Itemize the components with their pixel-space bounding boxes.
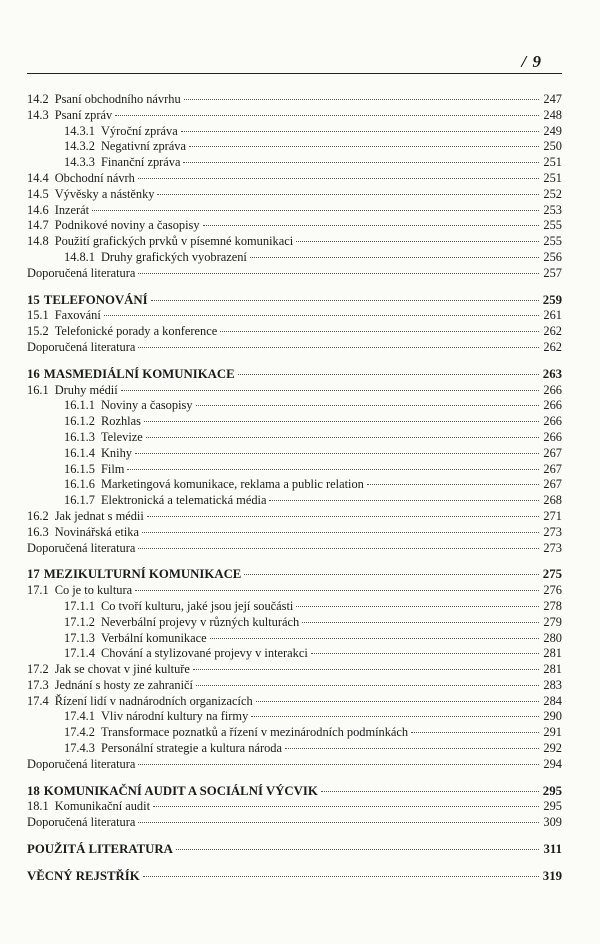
toc-entry-page: 266 (543, 429, 562, 444)
toc-entry-page: 279 (543, 614, 562, 629)
toc-entry-page: 263 (542, 366, 562, 381)
toc-entry-number: 14.2 (27, 92, 49, 106)
dot-leader (147, 516, 539, 517)
dot-leader (244, 574, 539, 575)
toc-entry-page: 309 (543, 815, 562, 830)
dot-leader (302, 622, 539, 623)
toc-entry-number: 17.4 (27, 693, 49, 708)
dot-leader (367, 484, 539, 485)
toc-entry (27, 509, 562, 525)
dot-leader (181, 131, 539, 132)
toc-entry (27, 155, 562, 171)
toc-entry-page: 283 (543, 677, 562, 692)
toc-entry-title: Rozhlas (100, 414, 141, 429)
toc-entry (27, 324, 562, 340)
dot-leader (296, 241, 539, 242)
toc-entry-page: 311 (543, 842, 562, 857)
dot-leader (193, 669, 539, 670)
toc-entry-page: 266 (543, 414, 562, 429)
toc-entry (27, 646, 562, 662)
toc-entry-title: Psaní obchodního návrhu (54, 92, 181, 106)
dot-leader (138, 273, 539, 274)
toc-entry-page: 252 (543, 186, 562, 201)
toc-entry-number: 16.1.6 (64, 477, 95, 492)
toc-entry (27, 414, 562, 430)
dot-leader (157, 194, 539, 195)
toc-entry-number: 16.1 (27, 382, 49, 397)
dot-leader (251, 716, 539, 717)
toc-entry-number: 14.3.3 (64, 155, 95, 170)
dot-leader (189, 146, 539, 147)
toc-entry (27, 218, 562, 234)
toc-entry-number: 17.1.4 (64, 646, 95, 661)
toc-entry-number: 17.1.3 (64, 630, 95, 645)
toc-entry-page: 262 (543, 324, 562, 339)
toc-entry-page: 259 (542, 292, 562, 307)
toc-entry-page: 248 (543, 107, 562, 122)
toc-entry-title: Negativní zpráva (100, 139, 186, 154)
dot-leader (138, 764, 539, 765)
toc-entry-number: 14.6 (27, 202, 49, 217)
toc-entry-title: MASMEDIÁLNÍ KOMUNIKACE (43, 366, 235, 381)
toc-entry-number: 14.3.1 (64, 123, 95, 138)
dot-leader (184, 99, 539, 100)
toc-entry-page: 267 (543, 445, 562, 460)
toc-entry (27, 631, 562, 647)
toc-entry-title: TELEFONOVÁNÍ (43, 292, 148, 307)
toc-entry-title: Řízení lidí v nadnárodních organizacích (54, 693, 253, 708)
toc-entry-page: 276 (543, 583, 562, 598)
toc-chapter-entry (27, 784, 562, 800)
toc-literature-entry (27, 815, 562, 831)
dot-leader (151, 300, 539, 301)
toc-entry-title: VĚCNÝ REJSTŘÍK (27, 868, 140, 883)
toc-literature-entry (27, 340, 562, 356)
toc-entry (27, 493, 562, 509)
toc-entry-page: 255 (543, 218, 562, 233)
toc-entry-page: 278 (543, 598, 562, 613)
toc-entry-page: 261 (543, 308, 562, 323)
toc-entry-title: Vývěsky a nástěnky (54, 186, 155, 201)
toc-entry-title: Personální strategie a kultura národa (100, 741, 282, 756)
toc-entry-title: Co je to kultura (54, 583, 133, 598)
toc-chapter-entry (27, 367, 562, 383)
toc-entry-page: 294 (543, 756, 562, 771)
toc-entry-number: 16 (27, 366, 40, 381)
dot-leader (296, 606, 539, 607)
dot-leader (138, 548, 539, 549)
toc-chapter-entry (27, 293, 562, 309)
toc-entry (27, 108, 562, 124)
toc-entry (27, 92, 562, 108)
toc-entry-page: 262 (543, 339, 562, 354)
toc-entry-page: 251 (543, 155, 562, 170)
toc-entry-title: Faxování (54, 308, 101, 323)
toc-entry-page: 257 (543, 265, 562, 280)
toc-entry-page: 268 (543, 493, 562, 508)
toc-entry-page: 295 (542, 783, 562, 798)
toc-entry-page: 275 (542, 567, 562, 582)
toc-entry (27, 462, 562, 478)
toc-entry-title: Doporučená literatura (27, 540, 136, 555)
toc-entry-number: 14.3 (27, 107, 49, 122)
toc-entry-title: Co tvoří kulturu, jaké jsou její součásti (100, 598, 294, 613)
toc-entry-title: Vliv národní kultury na firmy (100, 709, 249, 724)
toc-entry-page: 273 (543, 540, 562, 555)
toc-top-entry (27, 842, 562, 858)
toc-entry-page: 319 (542, 868, 562, 883)
toc-entry-page: 295 (543, 799, 562, 814)
toc-entry-title: MEZIKULTURNÍ KOMUNIKACE (43, 567, 242, 582)
toc-entry-number: 14.8.1 (64, 249, 95, 264)
toc-entry-title: Jednání s hosty ze zahraničí (54, 677, 193, 692)
toc-entry-page: 281 (543, 662, 562, 677)
toc-entry (27, 398, 562, 414)
toc-chapter-entry (27, 567, 562, 583)
table-of-contents (27, 92, 562, 885)
toc-entry-page: 280 (543, 630, 562, 645)
dot-leader (285, 748, 539, 749)
toc-top-entry (27, 869, 562, 885)
toc-entry (27, 250, 562, 266)
toc-entry-page: 281 (543, 646, 562, 661)
toc-entry (27, 203, 562, 219)
toc-literature-entry (27, 266, 562, 282)
toc-entry-page: 255 (543, 234, 562, 249)
toc-entry-number: 17.4.3 (64, 741, 95, 756)
dot-leader (203, 225, 539, 226)
dot-leader (92, 210, 539, 211)
toc-entry-title: POUŽITÁ LITERATURA (27, 842, 173, 857)
toc-entry-page: 291 (543, 725, 562, 740)
toc-entry-title: Verbální komunikace (100, 630, 207, 645)
toc-entry-title: Psaní zpráv (54, 107, 113, 122)
toc-entry (27, 741, 562, 757)
toc-entry-title: Doporučená literatura (27, 265, 136, 280)
toc-entry-number: 14.4 (27, 170, 49, 185)
dot-leader (220, 331, 539, 332)
toc-entry (27, 583, 562, 599)
toc-entry-number: 16.3 (27, 524, 49, 539)
toc-entry-number: 18 (27, 783, 40, 798)
toc-entry-page: 249 (543, 123, 562, 138)
toc-entry-number: 16.1.3 (64, 429, 95, 444)
toc-entry (27, 678, 562, 694)
toc-entry (27, 308, 562, 324)
dot-leader (183, 162, 539, 163)
toc-entry-title: Jak se chovat v jiné kultuře (54, 662, 190, 677)
toc-entry-page: 284 (543, 693, 562, 708)
dot-leader (153, 806, 539, 807)
dot-leader (256, 701, 539, 702)
toc-entry (27, 725, 562, 741)
dot-leader (138, 178, 539, 179)
toc-entry-title: Inzerát (54, 202, 90, 217)
toc-entry-number: 16.1.4 (64, 445, 95, 460)
toc-entry-number: 17.1.1 (64, 598, 95, 613)
dot-leader (146, 437, 539, 438)
toc-entry-title: Použití grafických prvků v písemné komunikaci (54, 234, 294, 249)
toc-entry-number: 16.1.5 (64, 461, 95, 476)
toc-entry (27, 615, 562, 631)
toc-entry-title: Druhy grafických vyobrazení (100, 249, 247, 264)
toc-entry-number: 14.5 (27, 186, 49, 201)
dot-leader (138, 347, 539, 348)
toc-entry-title: Noviny a časopisy (100, 398, 193, 413)
dot-leader (321, 791, 539, 792)
toc-entry-title: Finanční zpráva (100, 155, 181, 170)
toc-entry-number: 18.1 (27, 799, 49, 814)
toc-entry-page: 247 (543, 92, 562, 106)
toc-entry-page: 271 (543, 508, 562, 523)
toc-entry-page: 292 (543, 741, 562, 756)
toc-entry-number: 16.1.2 (64, 414, 95, 429)
toc-entry (27, 124, 562, 140)
dot-leader (138, 822, 539, 823)
page-number: / 9 (521, 52, 542, 71)
toc-literature-entry (27, 541, 562, 557)
dot-leader (311, 653, 539, 654)
toc-entry-number: 16.1.1 (64, 398, 95, 413)
toc-entry-number: 15.1 (27, 308, 49, 323)
dot-leader (127, 469, 539, 470)
dot-leader (121, 390, 539, 391)
toc-entry-number: 15 (27, 292, 40, 307)
dot-leader (250, 257, 539, 258)
dot-leader (144, 421, 539, 422)
toc-entry-number: 17.1.2 (64, 614, 95, 629)
toc-entry-title: Výroční zpráva (100, 123, 178, 138)
toc-entry-title: Doporučená literatura (27, 339, 136, 354)
toc-entry-title: Chování a stylizované projevy v interakci (100, 646, 308, 661)
dot-leader (104, 315, 539, 316)
dot-leader (135, 590, 539, 591)
toc-entry-number: 16.2 (27, 508, 49, 523)
toc-entry-title: Komunikační audit (54, 799, 151, 814)
dot-leader (176, 849, 539, 850)
dot-leader (411, 732, 539, 733)
dot-leader (269, 500, 539, 501)
toc-entry (27, 799, 562, 815)
dot-leader (238, 374, 539, 375)
dot-leader (143, 876, 539, 877)
toc-entry-page: 273 (543, 524, 562, 539)
toc-entry-number: 17.2 (27, 662, 49, 677)
toc-entry-number: 17 (27, 567, 40, 582)
toc-entry-title: Transformace poznatků a řízení v mezinárodních podmínkách (100, 725, 409, 740)
toc-entry-page: 266 (543, 382, 562, 397)
toc-entry-title: Jak jednat s médii (54, 508, 144, 523)
toc-entry-page: 256 (543, 249, 562, 264)
toc-entry-title: KOMUNIKAČNÍ AUDIT A SOCIÁLNÍ VÝCVIK (43, 783, 318, 798)
toc-entry (27, 187, 562, 203)
toc-entry-title: Neverbální projevy v různých kulturách (100, 614, 300, 629)
toc-entry-title: Knihy (100, 445, 132, 460)
toc-entry-page: 250 (543, 139, 562, 154)
dot-leader (196, 405, 539, 406)
toc-entry (27, 599, 562, 615)
toc-entry (27, 477, 562, 493)
dot-leader (196, 685, 539, 686)
toc-entry-title: Telefonické porady a konference (54, 324, 218, 339)
toc-entry-title: Marketingová komunikace, reklama a public relation (100, 477, 364, 492)
toc-entry (27, 662, 562, 678)
dot-leader (142, 532, 539, 533)
toc-entry-title: Film (100, 461, 125, 476)
toc-entry-title: Podnikové noviny a časopisy (54, 218, 200, 233)
toc-entry-page: 253 (543, 202, 562, 217)
toc-entry-number: 15.2 (27, 324, 49, 339)
toc-entry (27, 446, 562, 462)
toc-entry-page: 290 (543, 709, 562, 724)
header-rule (27, 73, 562, 74)
toc-entry-number: 17.1 (27, 583, 49, 598)
toc-literature-entry (27, 757, 562, 773)
toc-entry-number: 14.8 (27, 234, 49, 249)
toc-entry (27, 171, 562, 187)
toc-entry-title: Obchodní návrh (54, 170, 135, 185)
toc-entry-number: 17.4.1 (64, 709, 95, 724)
toc-entry-title: Televize (100, 429, 143, 444)
toc-entry-title: Doporučená literatura (27, 756, 136, 771)
toc-entry-title: Doporučená literatura (27, 815, 136, 830)
toc-entry (27, 709, 562, 725)
toc-entry-number: 14.3.2 (64, 139, 95, 154)
toc-entry (27, 234, 562, 250)
toc-entry-number: 17.4.2 (64, 725, 95, 740)
toc-entry-page: 267 (543, 461, 562, 476)
toc-entry-page: 267 (543, 477, 562, 492)
dot-leader (115, 115, 539, 116)
toc-entry-number: 14.7 (27, 218, 49, 233)
toc-entry (27, 525, 562, 541)
toc-entry-title: Novinářská etika (54, 524, 139, 539)
toc-entry (27, 383, 562, 399)
dot-leader (210, 638, 539, 639)
toc-entry (27, 694, 562, 710)
toc-entry-page: 266 (543, 398, 562, 413)
toc-entry-title: Druhy médií (54, 382, 118, 397)
toc-entry-number: 17.3 (27, 677, 49, 692)
dot-leader (135, 453, 539, 454)
toc-entry-page: 251 (543, 170, 562, 185)
toc-entry-title: Elektronická a telematická média (100, 493, 267, 508)
toc-entry (27, 139, 562, 155)
toc-entry-number: 16.1.7 (64, 493, 95, 508)
toc-entry (27, 430, 562, 446)
